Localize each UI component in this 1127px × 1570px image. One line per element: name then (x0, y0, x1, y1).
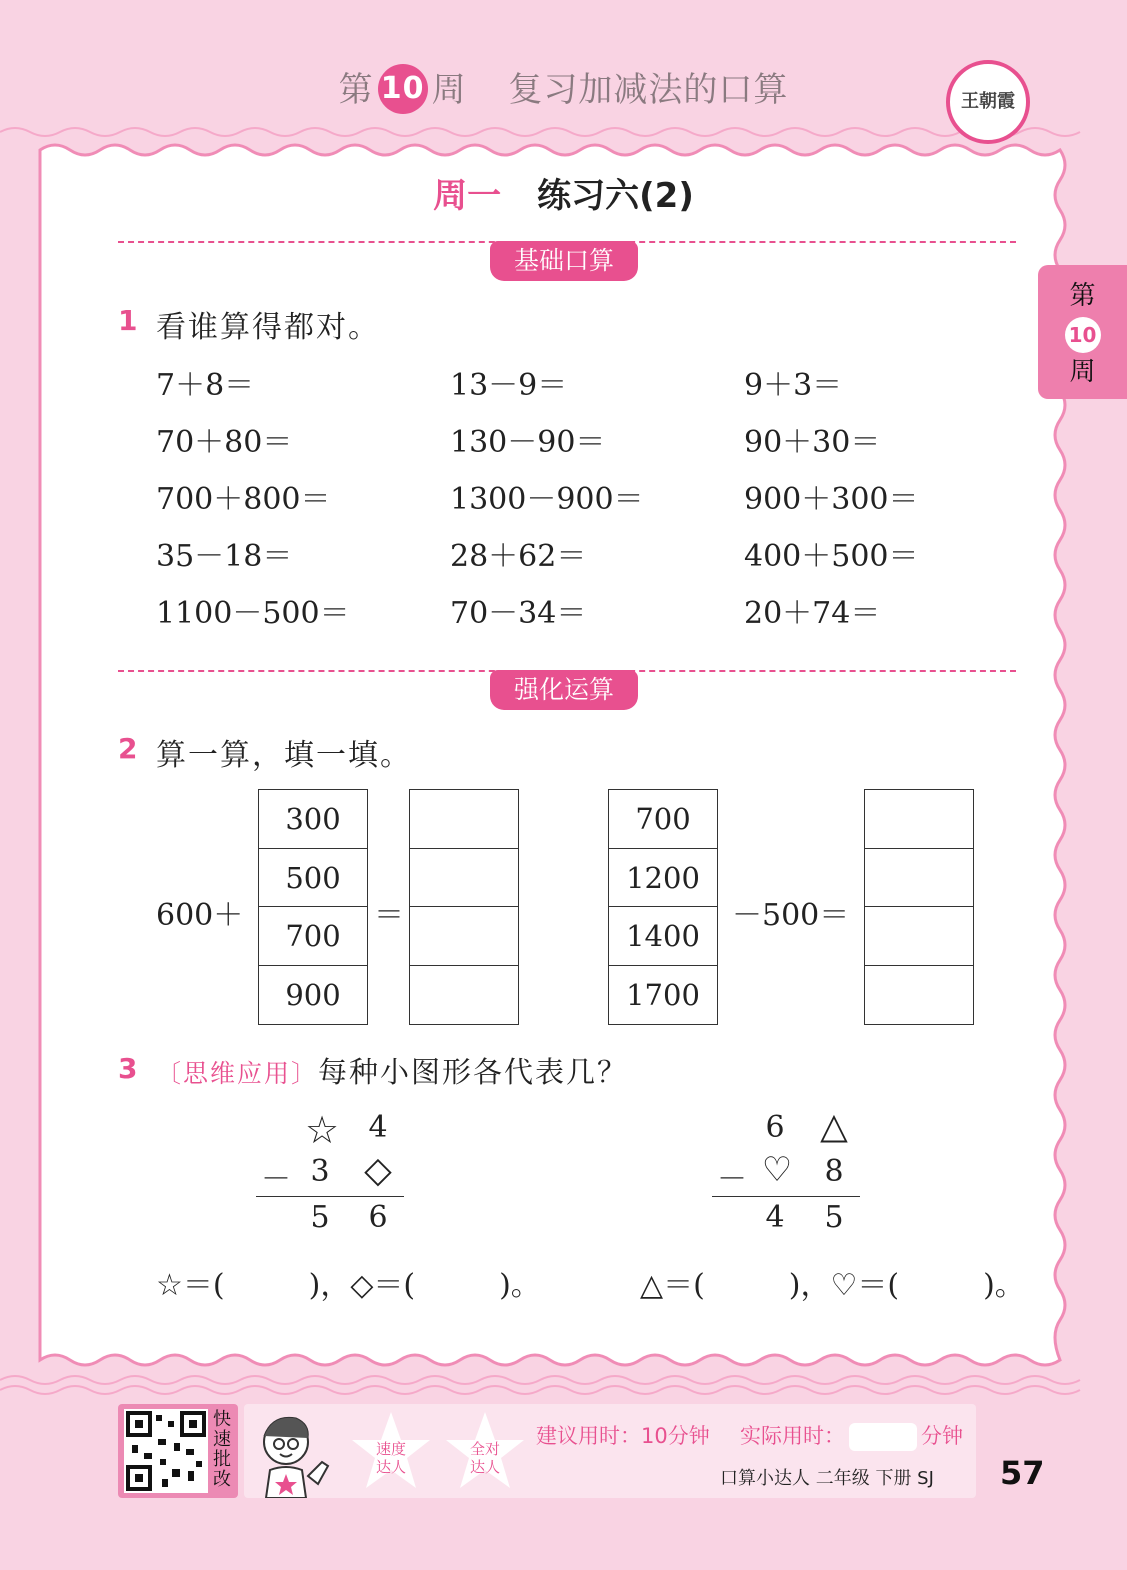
expression: 70－34＝ (450, 596, 587, 631)
answer-cell[interactable] (865, 907, 973, 966)
side-week-tab (1038, 265, 1127, 399)
digit: 4 (368, 1110, 388, 1145)
minuend-column (608, 789, 718, 1025)
digit: 6 (765, 1110, 785, 1145)
expression: 7＋8＝ (156, 368, 255, 403)
answer-star-label: ☆＝( (156, 1268, 225, 1303)
lesson-day: 周一 (433, 176, 502, 216)
brand-logo: 王朝霞 (946, 60, 1030, 144)
answer-cell[interactable] (410, 907, 518, 966)
book-info: 口算小达人 二年级 下册 SJ (720, 1468, 934, 1489)
digit: 6 (368, 1200, 388, 1235)
star-symbol: ☆ (304, 1108, 340, 1152)
expression: 900＋300＝ (744, 482, 919, 517)
addend-cell: 300 (259, 790, 367, 849)
lesson-name: 练习六(2) (537, 176, 694, 216)
addend-cell: 700 (259, 907, 367, 966)
week-prefix: 第 (338, 70, 374, 110)
addend-cell: 900 (285, 977, 341, 1012)
answer-end: )。 (983, 1268, 1025, 1303)
suggested-time: 建议用时：10分钟 (536, 1424, 710, 1448)
answer-diamond-label: )，◇＝( (308, 1268, 416, 1303)
digit: 5 (310, 1200, 330, 1235)
question-number: 3 (118, 1052, 138, 1085)
minuend-cell: 700 (609, 790, 717, 849)
answer-cell[interactable] (410, 966, 518, 1025)
expression: 35－18＝ (156, 539, 293, 574)
answer-line-right (640, 1260, 1025, 1304)
subtrahend-label: －500＝ (732, 898, 850, 933)
digit: 3 (310, 1154, 330, 1189)
minuend-cell: 1700 (626, 977, 700, 1012)
minuend-cell: 1400 (609, 907, 717, 966)
answer-heart-label: )，♡＝( (788, 1268, 900, 1303)
answer-line-left (156, 1260, 541, 1304)
digit: 8 (824, 1154, 844, 1189)
expression: 1300－900＝ (450, 482, 644, 517)
expression: 28＋62＝ (450, 539, 587, 574)
minus-sign: － (717, 1162, 747, 1197)
week-number-badge: 10 (378, 64, 428, 114)
expression: 13－9＝ (450, 368, 568, 403)
expression: 9＋3＝ (744, 368, 843, 403)
question-body: 每种小图形各代表几？ (318, 1055, 629, 1089)
equals-sign: ＝ (374, 898, 404, 933)
answer-triangle-label: △＝( (640, 1268, 705, 1303)
answer-cell[interactable] (410, 849, 518, 908)
side-week-badge: 10 (1065, 317, 1101, 353)
question-tag: 〔思维应用〕 (156, 1059, 319, 1088)
lesson-title (0, 168, 1127, 217)
addend-column (258, 789, 368, 1025)
qr-code-panel[interactable] (118, 1404, 238, 1498)
question-text: 算一算，填一填。 (156, 738, 412, 773)
actual-time-label: 实际用时： (740, 1424, 845, 1448)
badge-correct-text: 全对 达人 (469, 1440, 500, 1476)
qr-code-graphic (124, 1409, 208, 1493)
badge-speed-text: 速度 达人 (375, 1440, 406, 1476)
subtraction-rule (256, 1196, 404, 1197)
digit: 4 (765, 1200, 785, 1235)
section-label-basic: 基础口算 (490, 241, 638, 281)
expression: 20＋74＝ (744, 596, 881, 631)
expression: 700＋800＝ (156, 482, 331, 517)
answer-cell[interactable] (410, 790, 518, 849)
actual-time-input[interactable] (849, 1423, 917, 1451)
question-number: 1 (118, 304, 138, 337)
addend-cell: 500 (259, 849, 367, 908)
subtraction-rule (712, 1196, 860, 1197)
week-topic: 复习加减法的口算 (508, 70, 789, 110)
answer-column-right (864, 789, 974, 1025)
triangle-symbol: △ (820, 1106, 848, 1147)
addend-label: 600＋ (156, 898, 244, 933)
qr-label: 快 速 批 改 (213, 1409, 231, 1490)
answer-cell[interactable] (865, 966, 973, 1025)
minus-sign: － (261, 1162, 291, 1197)
expression: 70＋80＝ (156, 425, 293, 460)
expression: 90＋30＝ (744, 425, 881, 460)
question-text (156, 1050, 628, 1091)
digit: 5 (824, 1200, 844, 1235)
heart-symbol: ♡ (761, 1150, 793, 1190)
section-label-strengthen: 强化运算 (490, 670, 638, 710)
minuend-cell: 1200 (609, 849, 717, 908)
diamond-symbol: ◇ (364, 1150, 392, 1191)
expression: 400＋500＝ (744, 539, 919, 574)
side-tab-top: 第 (1069, 281, 1096, 311)
answer-column-left (409, 789, 519, 1025)
mascot-icon (252, 1404, 344, 1498)
expression: 130－90＝ (450, 425, 606, 460)
question-number: 2 (118, 732, 138, 765)
side-tab-bottom: 周 (1069, 357, 1096, 387)
answer-end: )。 (499, 1268, 541, 1303)
question-text: 看谁算得都对。 (156, 310, 380, 345)
week-suffix: 周 (431, 70, 467, 110)
actual-time (740, 1420, 963, 1451)
answer-cell[interactable] (865, 790, 973, 849)
answer-cell[interactable] (865, 849, 973, 908)
qr-code[interactable] (124, 1409, 208, 1493)
page-number: 57 (1000, 1454, 1045, 1492)
actual-time-unit: 分钟 (921, 1424, 963, 1448)
expression: 1100－500＝ (156, 596, 350, 631)
